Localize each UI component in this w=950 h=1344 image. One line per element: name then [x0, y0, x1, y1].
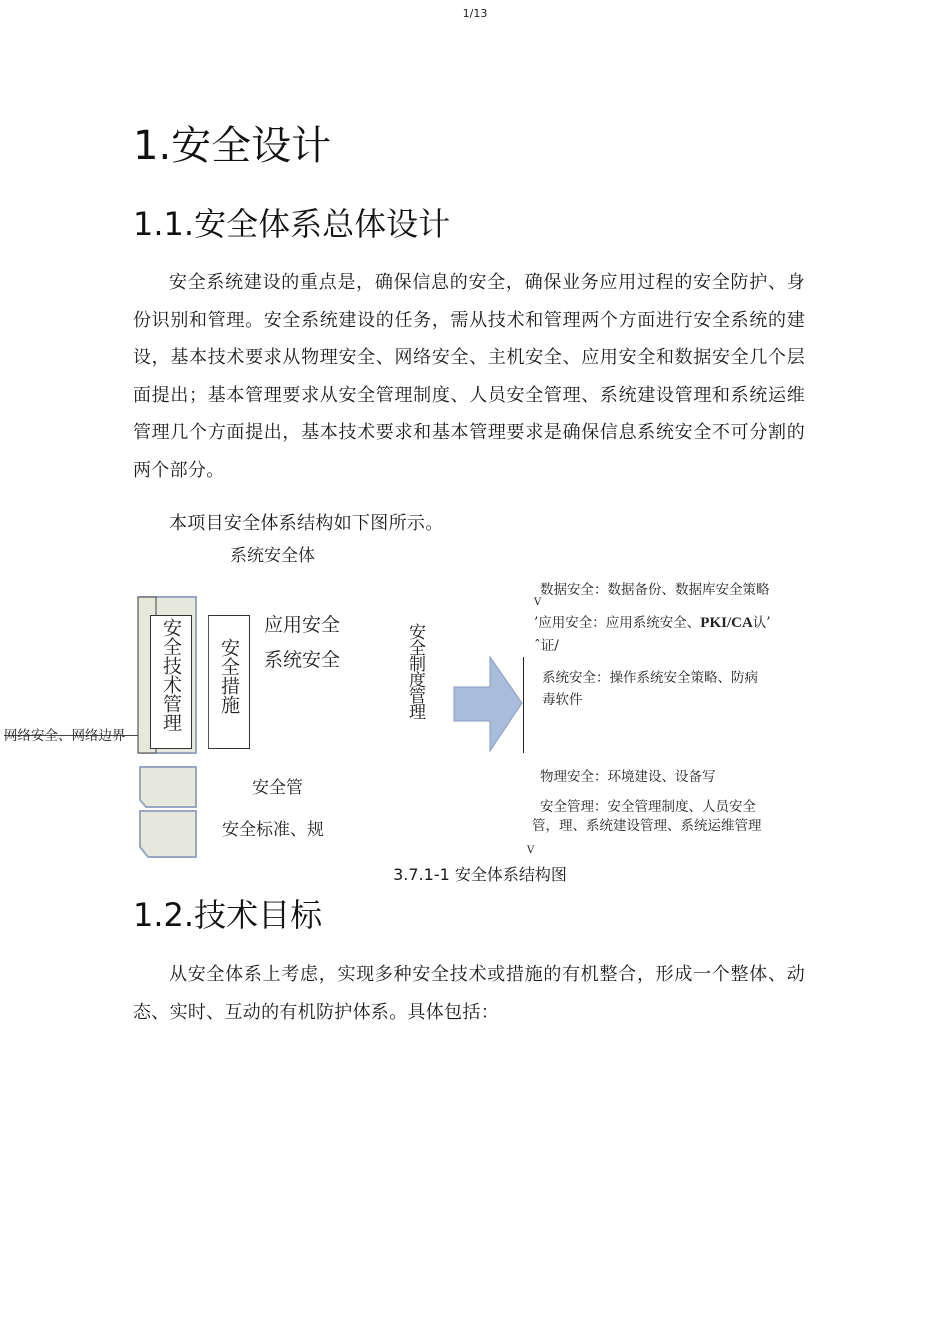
paragraph-intro: 安全系统建设的重点是，确保信息的安全，确保业务应用过程的安全防护、身份识别和管理。安全系统建设的任务，需从技术和管理两个方面进行安全系统的建设，基本技术要求从物理安全、网络安全、主机安全、应用安全和数据安全几个层面提出；基本管理要求从安全管理制度、人员安全管理、系统建设管理和系统运维管理几个方面提出，基本技术要求和基本管理要求是确保信息系统安全不可分割的两个部分。 — [133, 272, 805, 481]
app-security-text-cont: ˆ证/ — [534, 638, 559, 654]
network-security-clip — [4, 725, 138, 744]
mgmt-security-text-1: 安全管理：安全管理制度、人员安全 — [540, 799, 756, 815]
security-mgmt-label: 安全管 — [252, 778, 303, 798]
figure-caption: 3.7.1-1 安全体系结构图 — [393, 865, 567, 884]
page-number: 1/13 — [462, 7, 488, 20]
physical-security-text: 物理安全：环境建设、设备写 — [540, 769, 716, 785]
heading-security-design: 1.安全设计 — [133, 123, 332, 169]
system-security-label: 系统安全 — [264, 649, 341, 671]
heading-overall-design: 1.1.安全体系总体设计 — [133, 205, 451, 243]
pki-ca-text: PKI/CA — [700, 615, 753, 631]
app-security-text-suffix: 认’ — [752, 615, 771, 631]
physical-security-clip — [540, 766, 740, 785]
measures-box — [208, 615, 250, 749]
system-security-text-1: 系统安全：操作系统安全策略、防病 — [542, 670, 758, 686]
app-security-text — [534, 614, 771, 633]
diagram-separator — [523, 657, 524, 753]
system-management-label: 安全制度管理 — [405, 623, 425, 719]
v-mark-top: V — [534, 597, 542, 608]
right-arrow-icon — [452, 655, 524, 755]
system-security-text-2: 毒软件 — [542, 692, 583, 708]
mgmt-security-text-2: 管，理、系统建设管理、系统运维管理 — [532, 818, 762, 834]
v-mark-bottom: V — [527, 845, 535, 856]
paragraph-diagram-ref: 本项目安全体系结构如下图所示。 — [169, 513, 444, 534]
data-security-text: 数据安全：数据备份、数据库安全策略 — [540, 582, 770, 598]
tech-management-label: 安全技术管理 — [160, 618, 182, 732]
security-standard-clip — [222, 817, 352, 840]
tech-management-box — [150, 615, 192, 749]
paragraph-goals: 从安全体系上考虑，实现多种安全技术或措施的有机整合，形成一个整体、动态、实时、互动的有机防护体系。具体包括： — [133, 964, 805, 1023]
system-security-text-2-clip — [542, 689, 602, 708]
diagram-top-label-clip — [230, 543, 340, 566]
security-standard-label: 安全标准、规 — [222, 820, 324, 840]
measures-label: 安全措施 — [218, 638, 240, 714]
heading-technical-goals: 1.2.技术目标 — [133, 896, 323, 934]
security-architecture-diagram — [0, 535, 950, 865]
app-security-label: 应用安全 — [264, 614, 341, 636]
security-mgmt-clip — [252, 775, 322, 798]
network-security-label: 网络安全、网络边界 — [4, 728, 126, 744]
diagram-top-label: 系统安全体 — [230, 546, 315, 566]
app-security-text-prefix: ’应用安全：应用系统安全、 — [534, 615, 701, 631]
